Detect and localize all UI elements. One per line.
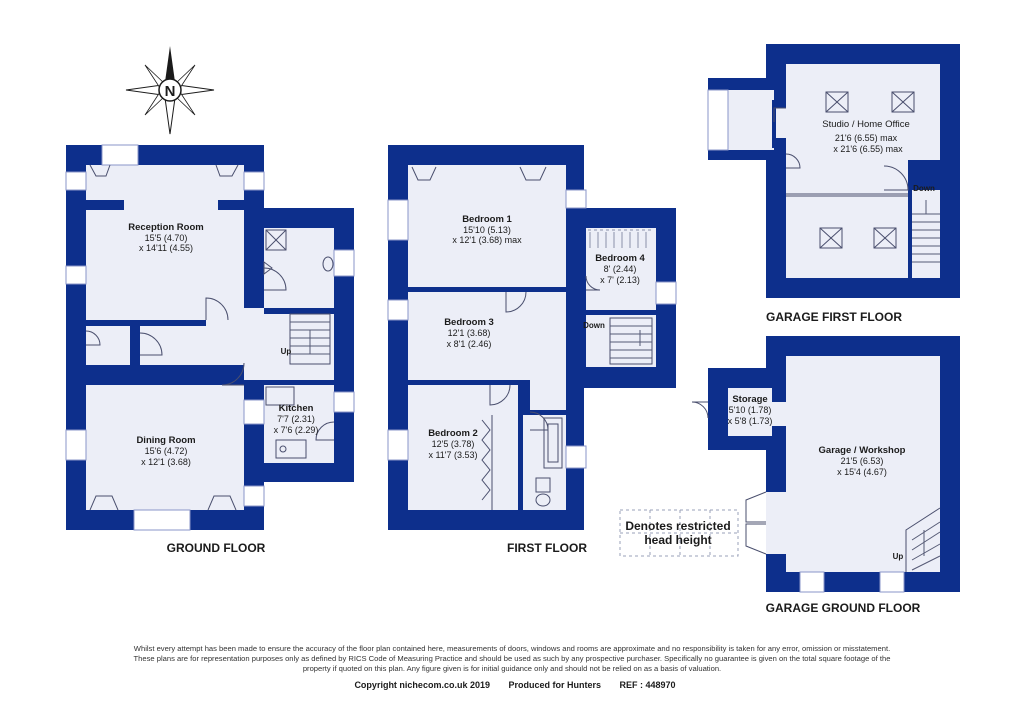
room-name-kitchen: Kitchen [278, 403, 314, 414]
room-dim2-bedroom1: x 12'1 (3.68) max [452, 235, 522, 245]
room-dim2-dining: x 12'1 (3.68) [141, 457, 191, 467]
floor-label-first: FIRST FLOOR [507, 541, 587, 555]
room-name-garage: Garage / Workshop [818, 445, 906, 456]
room-name-bedroom2: Bedroom 2 [428, 428, 478, 439]
room-name-bedroom4: Bedroom 4 [595, 253, 645, 264]
room-dim1-bedroom3: 12'1 (3.68) [447, 328, 491, 338]
room-dim2-bedroom3: x 8'1 (2.46) [446, 339, 492, 349]
first-floor-plan [388, 145, 676, 555]
ground-floor-plan [66, 145, 354, 555]
floor-label-garage-first: GARAGE FIRST FLOOR [766, 310, 902, 324]
room-name-storage: Storage [732, 394, 768, 405]
room-dim2-garage: x 15'4 (4.67) [837, 467, 887, 477]
room-name-bedroom3: Bedroom 3 [444, 317, 494, 328]
room-name-studio: Studio / Home Office [822, 119, 910, 130]
compass-letter: N [164, 83, 176, 100]
room-dim1-garage: 21'5 (6.53) [840, 456, 884, 466]
room-name-bedroom1: Bedroom 1 [462, 214, 512, 225]
room-dim1-dining: 15'6 (4.72) [144, 446, 188, 456]
stairs-up-label-ground: Up [280, 347, 292, 356]
room-dim1-storage: 5'10 (1.78) [728, 405, 772, 415]
legend-line1: Denotes restricted [625, 519, 731, 533]
room-name-dining: Dining Room [136, 435, 196, 446]
room-dim1-reception: 15'5 (4.70) [144, 233, 188, 243]
room-dim1-studio: 21'6 (6.55) max [834, 133, 898, 143]
room-dim2-storage: x 5'8 (1.73) [727, 416, 773, 426]
room-dim1-bedroom4: 8' (2.44) [603, 264, 637, 274]
disclaimer-text: Whilst every attempt has been made to ensure the accuracy of the floor plan contained here, measurements of doors, windows and rooms are approximate and no responsibility is taken for any error, omission or misstatement. These plans are for representation purposes only as defined by RICS Code of Measuring Practice and should be used as such by any prospective purchaser. Specifically no guarantee is given on the total square footage of the property if quoted on this plan. Any figure given is for initial guidance only and should not be relied on as a basis of valuation. [133, 644, 891, 674]
legend-line2: head height [644, 533, 712, 547]
floor-label-garage-ground: GARAGE GROUND FLOOR [765, 601, 921, 615]
room-dim1-bedroom2: 12'5 (3.78) [431, 439, 475, 449]
copyright-line [300, 680, 730, 690]
room-dim1-kitchen: 7'7 (2.31) [277, 414, 315, 424]
compass [126, 46, 214, 134]
room-dim2-kitchen: x 7'6 (2.29) [273, 425, 319, 435]
produced-for: Produced for Hunters [508, 680, 602, 690]
garage-first-floor-plan [708, 44, 960, 324]
room-dim2-reception: x 14'11 (4.55) [138, 243, 194, 253]
stairs-down-label-garage: Down [913, 184, 935, 193]
garage-ground-floor-plan [692, 336, 960, 615]
floor-label-ground: GROUND FLOOR [166, 541, 266, 555]
stairs-up-label-garage: Up [892, 552, 904, 561]
room-dim2-studio: x 21'6 (6.55) max [833, 144, 903, 154]
room-name-reception: Reception Room [128, 222, 204, 233]
room-dim1-bedroom1: 15'10 (5.13) [463, 225, 511, 235]
stairs-down-label-first: Down [583, 321, 605, 330]
copyright: Copyright nichecom.co.uk 2019 [354, 680, 490, 690]
room-dim2-bedroom2: x 11'7 (3.53) [428, 450, 478, 460]
reference: REF : 448970 [619, 680, 676, 690]
legend-restricted-head-height [620, 510, 738, 556]
room-dim2-bedroom4: x 7' (2.13) [600, 275, 640, 285]
